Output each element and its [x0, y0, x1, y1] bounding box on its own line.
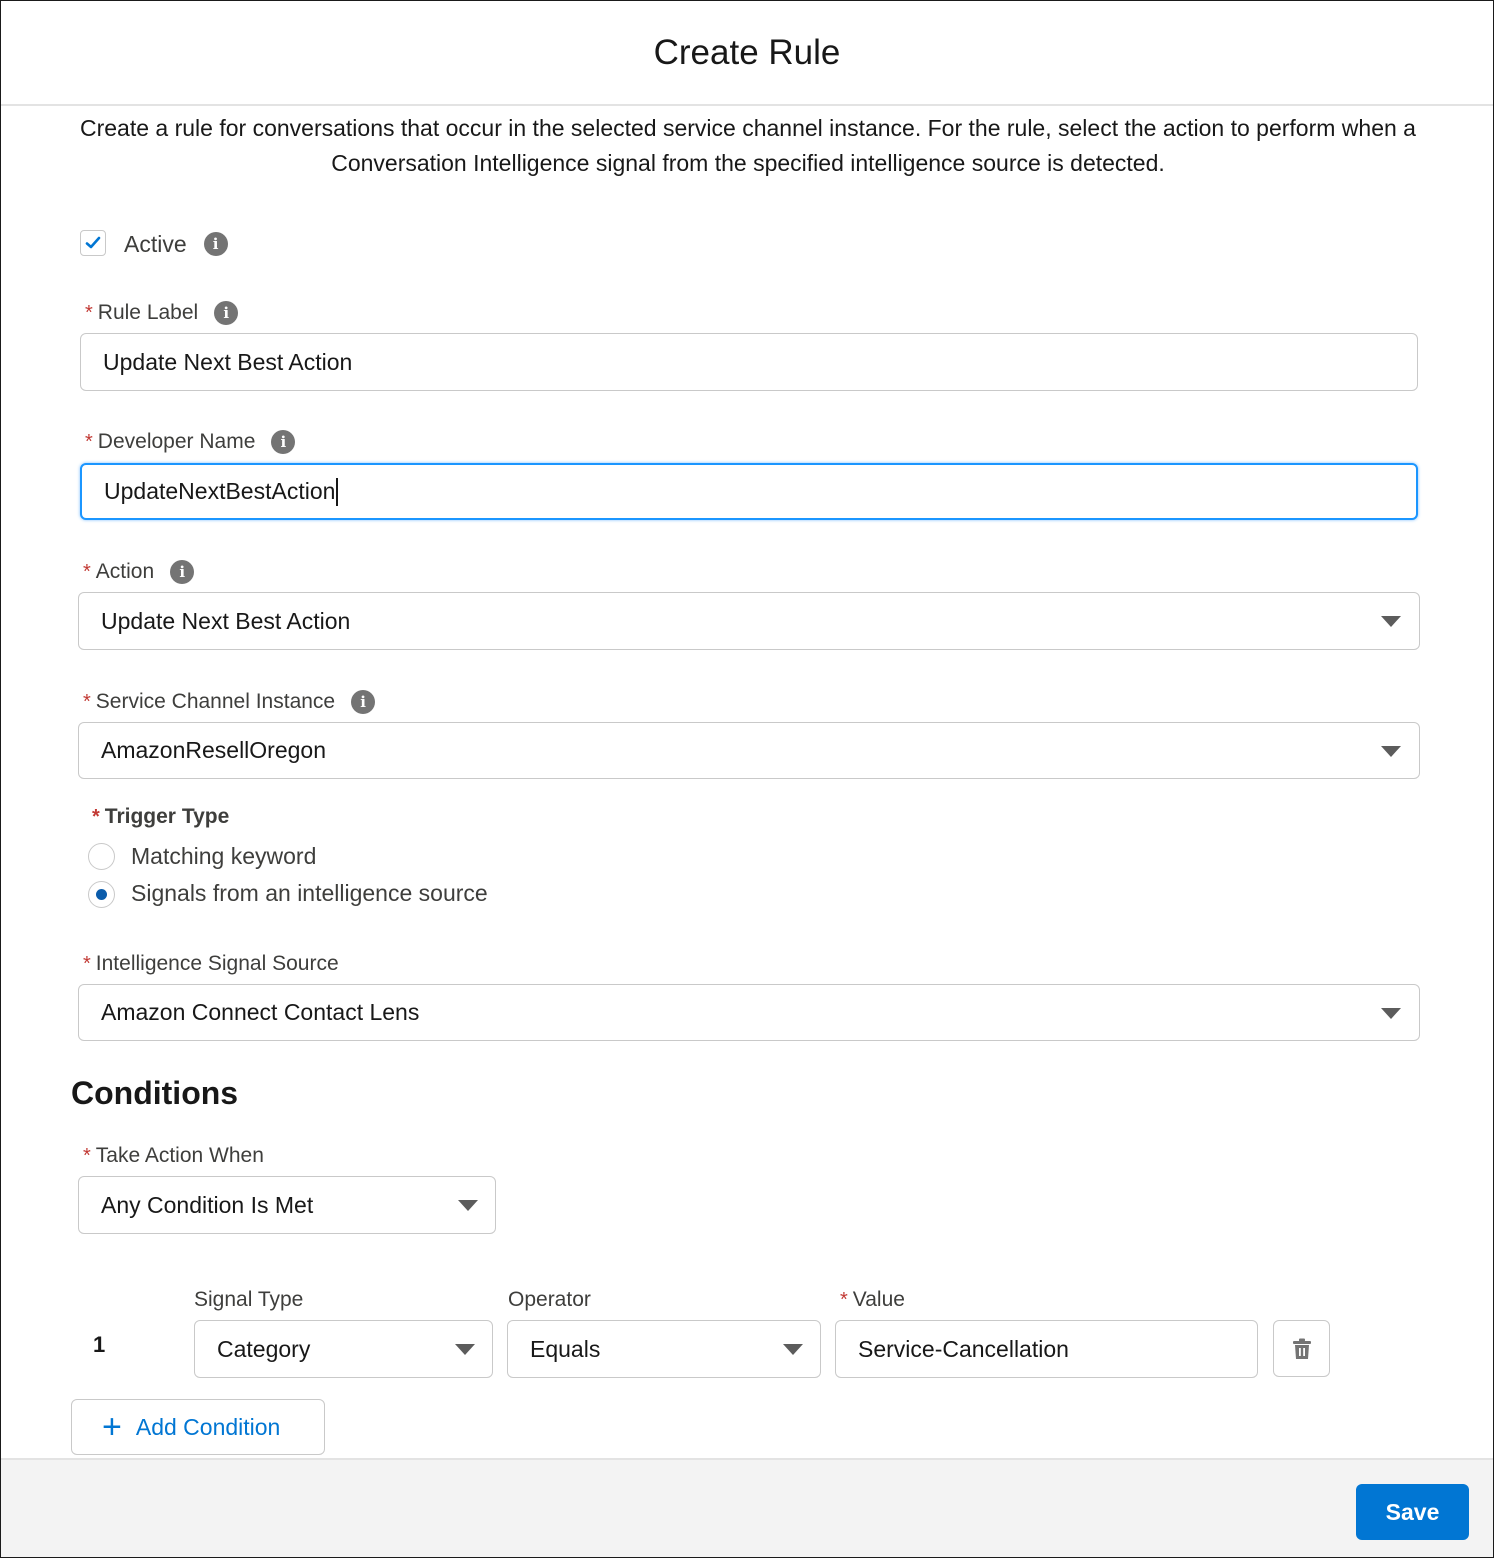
service-channel-label: Service Channel Instance [95, 690, 336, 713]
signal-type-value: Category [217, 1335, 311, 1362]
save-button[interactable]: Save [1356, 1484, 1469, 1540]
condition-value-input[interactable] [835, 1320, 1258, 1378]
action-label: Action [95, 560, 155, 583]
action-value: Update Next Best Action [101, 607, 351, 634]
modal-footer [1, 1458, 1493, 1558]
info-icon[interactable]: i [271, 430, 295, 454]
trigger-type-label: Trigger Type [104, 805, 230, 828]
take-action-label: Take Action When [95, 1144, 264, 1167]
developer-name-input[interactable] [80, 463, 1418, 520]
required-marker: * [83, 1144, 91, 1167]
radio-matching-keyword-label[interactable]: Matching keyword [131, 843, 317, 869]
trash-icon [1292, 1338, 1312, 1360]
plus-icon: + [102, 1408, 122, 1446]
take-action-value: Any Condition Is Met [101, 1191, 314, 1218]
active-label-row [124, 229, 228, 259]
signal-source-label-row [83, 949, 339, 979]
condition-row-number: 1 [93, 1332, 106, 1357]
required-marker: * [840, 1288, 848, 1311]
rule-label-label: Rule Label [97, 301, 199, 324]
signal-type-select[interactable] [194, 1320, 493, 1378]
operator-select[interactable] [507, 1320, 821, 1378]
active-checkbox[interactable] [80, 230, 106, 256]
checkmark-icon [85, 236, 101, 250]
chevron-down-icon [455, 1344, 475, 1355]
take-action-label-row [83, 1141, 264, 1171]
signal-source-label: Intelligence Signal Source [95, 952, 339, 975]
modal-title: Create Rule [653, 32, 841, 72]
info-icon[interactable]: i [170, 560, 194, 584]
signal-source-value: Amazon Connect Contact Lens [101, 999, 420, 1025]
rule-label-label-row [85, 298, 238, 328]
operator-value: Equals [530, 1335, 601, 1362]
radio-selected-dot [96, 889, 107, 900]
chevron-down-icon [1381, 1008, 1401, 1019]
modal-description: Create a rule for conversations that occur in the selected service channel instance. For the rule, select the action to perform when a Conversation Intelligence signal from the specified intelligence source is detected. [80, 115, 1416, 176]
conditions-title: Conditions [71, 1075, 239, 1111]
chevron-down-icon [1381, 746, 1401, 757]
required-marker: * [83, 952, 91, 975]
chevron-down-icon [458, 1200, 478, 1211]
chevron-down-icon [1381, 616, 1401, 627]
developer-name-label-row [85, 427, 295, 457]
action-label-row [83, 557, 194, 587]
required-marker: * [85, 301, 93, 324]
radio-intelligence-source-label[interactable]: Signals from an intelligence source [131, 880, 488, 906]
delete-condition-button[interactable] [1273, 1320, 1330, 1377]
operator-header-text: Operator [508, 1288, 591, 1311]
required-marker: * [85, 430, 93, 453]
add-condition-label: Add Condition [135, 1413, 281, 1440]
required-marker: * [83, 560, 91, 583]
required-marker: * [92, 805, 100, 828]
required-marker: * [83, 690, 91, 713]
info-icon[interactable]: i [214, 301, 238, 325]
condition-value: Service-Cancellation [858, 1335, 1069, 1362]
action-select[interactable] [78, 592, 1420, 650]
signal-source-select[interactable] [78, 984, 1420, 1041]
value-header [840, 1285, 905, 1315]
active-label: Active [124, 230, 187, 257]
signal-type-header [194, 1285, 303, 1315]
developer-name-value: UpdateNextBestAction [104, 478, 336, 504]
service-channel-label-row [83, 687, 375, 717]
info-icon[interactable]: i [351, 690, 375, 714]
add-condition-button[interactable] [71, 1399, 325, 1455]
operator-header [508, 1285, 591, 1315]
rule-label-input[interactable] [80, 333, 1418, 391]
radio-intelligence-source[interactable] [88, 881, 115, 908]
developer-name-label: Developer Name [97, 430, 256, 453]
trigger-type-label-row [92, 802, 229, 832]
text-cursor [336, 478, 338, 506]
signal-type-header-text: Signal Type [194, 1288, 304, 1311]
info-icon[interactable]: i [204, 232, 228, 256]
rule-label-value: Update Next Best Action [103, 348, 353, 375]
take-action-select[interactable] [78, 1176, 496, 1234]
chevron-down-icon [783, 1344, 803, 1355]
service-channel-select[interactable] [78, 722, 1420, 779]
modal-header [1, 1, 1493, 106]
service-channel-value: AmazonResellOregon [101, 737, 327, 763]
value-header-text: Value [852, 1288, 905, 1311]
radio-matching-keyword[interactable] [88, 843, 115, 870]
